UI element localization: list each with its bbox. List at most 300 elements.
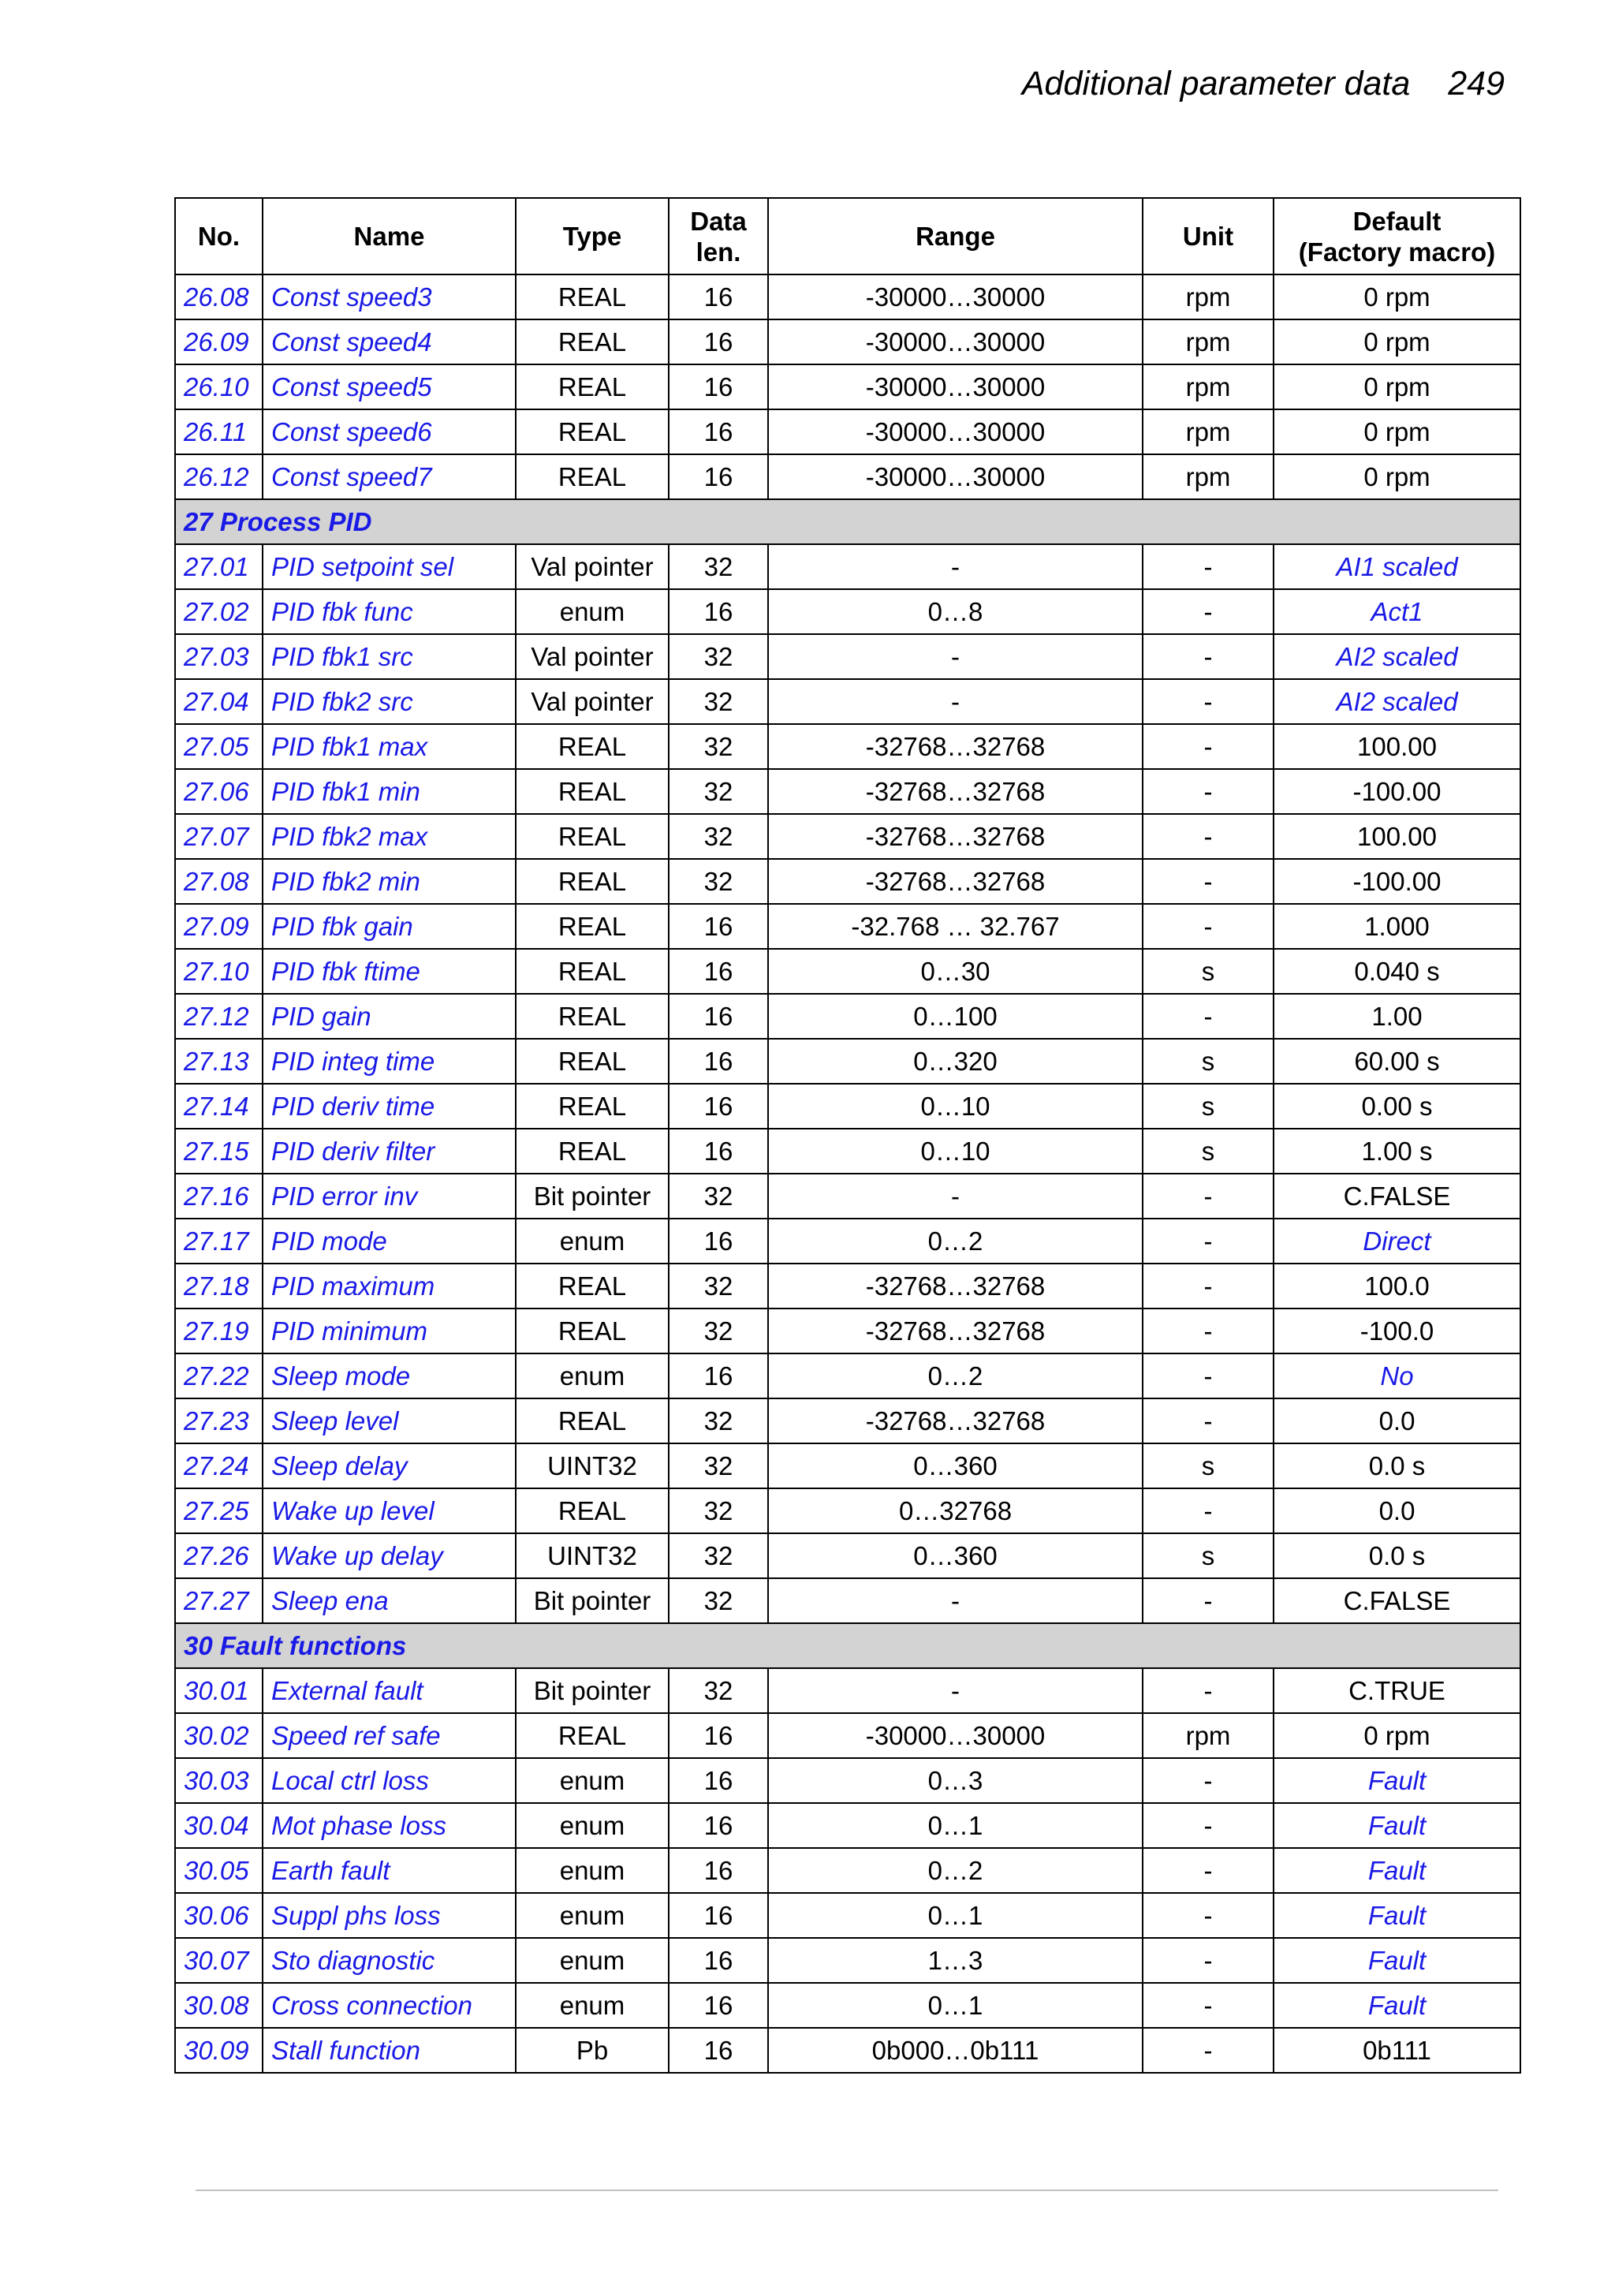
param-type: REAL xyxy=(516,1129,669,1174)
param-type: REAL xyxy=(516,1264,669,1309)
param-name[interactable]: PID maximum xyxy=(263,1264,516,1309)
param-unit: - xyxy=(1143,1578,1274,1623)
param-unit: s xyxy=(1143,1039,1274,1084)
param-data-len: 32 xyxy=(669,634,768,679)
param-range: - xyxy=(768,634,1143,679)
param-number[interactable]: 27.16 xyxy=(175,1174,263,1219)
param-unit: - xyxy=(1143,1848,1274,1893)
param-data-len: 32 xyxy=(669,1443,768,1488)
table-row xyxy=(175,1668,1520,1713)
param-data-len: 32 xyxy=(669,724,768,769)
col-header-type: Type xyxy=(516,198,669,274)
param-data-len: 32 xyxy=(669,1264,768,1309)
param-unit: s xyxy=(1143,1533,1274,1578)
col-header-unit: Unit xyxy=(1143,198,1274,274)
param-range: 0…100 xyxy=(768,994,1143,1039)
param-range: 0…10 xyxy=(768,1084,1143,1129)
table-row xyxy=(175,1129,1520,1174)
param-default: -100.00 xyxy=(1274,859,1520,904)
param-unit: rpm xyxy=(1143,1713,1274,1758)
table-body xyxy=(175,274,1520,2073)
table-row xyxy=(175,994,1520,1039)
param-name[interactable]: Wake up level xyxy=(263,1488,516,1533)
param-range: -32.768 … 32.767 xyxy=(768,904,1143,949)
param-default[interactable]: Fault xyxy=(1274,1893,1520,1938)
param-default: 0.0 xyxy=(1274,1488,1520,1533)
param-range: -30000…30000 xyxy=(768,274,1143,319)
param-number[interactable]: 30.06 xyxy=(175,1893,263,1938)
table-row xyxy=(175,274,1520,319)
param-range: -30000…30000 xyxy=(768,454,1143,499)
param-unit: - xyxy=(1143,994,1274,1039)
param-unit: - xyxy=(1143,634,1274,679)
param-unit: - xyxy=(1143,1758,1274,1803)
param-name[interactable]: PID fbk1 max xyxy=(263,724,516,769)
table-row xyxy=(175,1398,1520,1443)
table-row xyxy=(175,1174,1520,1219)
param-type: Val pointer xyxy=(516,679,669,724)
param-default: 0.0 s xyxy=(1274,1443,1520,1488)
param-number[interactable]: 27.25 xyxy=(175,1488,263,1533)
param-data-len: 16 xyxy=(669,1893,768,1938)
param-range: 0…2 xyxy=(768,1353,1143,1398)
param-number[interactable]: 27.10 xyxy=(175,949,263,994)
param-name[interactable]: PID minimum xyxy=(263,1309,516,1353)
param-name[interactable]: PID fbk func xyxy=(263,589,516,634)
param-data-len: 16 xyxy=(669,1758,768,1803)
param-range: 0…1 xyxy=(768,1983,1143,2028)
param-type: UINT32 xyxy=(516,1443,669,1488)
param-name[interactable]: PID fbk1 min xyxy=(263,769,516,814)
param-default: -100.00 xyxy=(1274,769,1520,814)
param-data-len: 16 xyxy=(669,319,768,364)
param-data-len: 16 xyxy=(669,1983,768,2028)
param-data-len: 32 xyxy=(669,769,768,814)
col-header-data-len-line1: Data xyxy=(690,206,747,236)
param-name[interactable]: PID fbk2 src xyxy=(263,679,516,724)
param-name[interactable]: Const speed4 xyxy=(263,319,516,364)
param-default[interactable]: No xyxy=(1274,1353,1520,1398)
param-data-len: 16 xyxy=(669,274,768,319)
col-header-range: Range xyxy=(768,198,1143,274)
param-number[interactable]: 27.19 xyxy=(175,1309,263,1353)
param-data-len: 16 xyxy=(669,1129,768,1174)
param-default: 0 rpm xyxy=(1274,409,1520,454)
param-unit: - xyxy=(1143,1488,1274,1533)
param-data-len: 16 xyxy=(669,2028,768,2073)
col-header-default xyxy=(1274,198,1520,274)
param-name[interactable]: PID integ time xyxy=(263,1039,516,1084)
param-unit: rpm xyxy=(1143,274,1274,319)
param-unit: rpm xyxy=(1143,454,1274,499)
param-range: 0…30 xyxy=(768,949,1143,994)
param-range: -32768…32768 xyxy=(768,1264,1143,1309)
param-type: Bit pointer xyxy=(516,1578,669,1623)
param-range: - xyxy=(768,1174,1143,1219)
param-unit: - xyxy=(1143,769,1274,814)
param-data-len: 32 xyxy=(669,544,768,589)
param-name[interactable]: Sleep mode xyxy=(263,1353,516,1398)
table-row xyxy=(175,1443,1520,1488)
table-row xyxy=(175,634,1520,679)
param-default: 1.00 xyxy=(1274,994,1520,1039)
param-number[interactable]: 26.11 xyxy=(175,409,263,454)
param-number[interactable]: 27.23 xyxy=(175,1398,263,1443)
param-range: 0…320 xyxy=(768,1039,1143,1084)
param-type: REAL xyxy=(516,724,669,769)
param-number[interactable]: 30.03 xyxy=(175,1758,263,1803)
param-number[interactable]: 30.05 xyxy=(175,1848,263,1893)
param-type: enum xyxy=(516,1219,669,1264)
param-unit: - xyxy=(1143,859,1274,904)
param-name[interactable]: Const speed6 xyxy=(263,409,516,454)
table-row xyxy=(175,1578,1520,1623)
param-unit: - xyxy=(1143,1983,1274,2028)
table-row xyxy=(175,319,1520,364)
group-title[interactable]: 30 Fault functions xyxy=(175,1623,1520,1668)
param-default[interactable]: AI1 scaled xyxy=(1274,544,1520,589)
param-range: 0…360 xyxy=(768,1533,1143,1578)
param-number[interactable]: 27.04 xyxy=(175,679,263,724)
param-number[interactable]: 27.03 xyxy=(175,634,263,679)
param-type: REAL xyxy=(516,994,669,1039)
col-header-no: No. xyxy=(175,198,263,274)
param-unit: - xyxy=(1143,1264,1274,1309)
param-number[interactable]: 30.09 xyxy=(175,2028,263,2073)
param-default[interactable]: Fault xyxy=(1274,1938,1520,1983)
table-row xyxy=(175,1219,1520,1264)
param-data-len: 32 xyxy=(669,1488,768,1533)
param-data-len: 32 xyxy=(669,1398,768,1443)
param-type: enum xyxy=(516,589,669,634)
table-row xyxy=(175,1533,1520,1578)
param-data-len: 16 xyxy=(669,409,768,454)
param-name[interactable]: PID fbk gain xyxy=(263,904,516,949)
param-range: 1…3 xyxy=(768,1938,1143,1983)
param-range: 0…1 xyxy=(768,1893,1143,1938)
param-unit: - xyxy=(1143,1174,1274,1219)
param-data-len: 32 xyxy=(669,1668,768,1713)
table-row xyxy=(175,1803,1520,1848)
param-default: 0.0 s xyxy=(1274,1533,1520,1578)
param-name[interactable]: Earth fault xyxy=(263,1848,516,1893)
param-number[interactable]: 27.18 xyxy=(175,1264,263,1309)
param-type: REAL xyxy=(516,1084,669,1129)
param-name[interactable]: Stall function xyxy=(263,2028,516,2073)
table-row xyxy=(175,1488,1520,1533)
param-name[interactable]: PID fbk2 min xyxy=(263,859,516,904)
param-range: 0…3 xyxy=(768,1758,1143,1803)
col-header-data-len-line2: len. xyxy=(696,237,741,267)
param-type: REAL xyxy=(516,769,669,814)
param-type: REAL xyxy=(516,364,669,409)
param-unit: rpm xyxy=(1143,319,1274,364)
group-row xyxy=(175,499,1520,544)
table-row xyxy=(175,769,1520,814)
param-number[interactable]: 27.05 xyxy=(175,724,263,769)
param-data-len: 32 xyxy=(669,1578,768,1623)
param-name[interactable]: PID fbk1 src xyxy=(263,634,516,679)
param-default[interactable]: Act1 xyxy=(1274,589,1520,634)
param-range: - xyxy=(768,1578,1143,1623)
param-number[interactable]: 27.17 xyxy=(175,1219,263,1264)
param-name[interactable]: PID fbk2 max xyxy=(263,814,516,859)
param-range: 0…10 xyxy=(768,1129,1143,1174)
table-header xyxy=(175,198,1520,274)
param-default: C.FALSE xyxy=(1274,1174,1520,1219)
param-default: 0.0 xyxy=(1274,1398,1520,1443)
param-name[interactable]: PID deriv time xyxy=(263,1084,516,1129)
param-data-len: 16 xyxy=(669,1938,768,1983)
param-range: -30000…30000 xyxy=(768,409,1143,454)
param-default: 1.000 xyxy=(1274,904,1520,949)
param-data-len: 16 xyxy=(669,994,768,1039)
param-default: C.FALSE xyxy=(1274,1578,1520,1623)
param-default: 0 rpm xyxy=(1274,1713,1520,1758)
param-name[interactable]: Cross connection xyxy=(263,1983,516,2028)
param-unit: s xyxy=(1143,1084,1274,1129)
param-name[interactable]: Const speed3 xyxy=(263,274,516,319)
param-number[interactable]: 27.06 xyxy=(175,769,263,814)
param-range: - xyxy=(768,1668,1143,1713)
param-range: - xyxy=(768,679,1143,724)
table-row xyxy=(175,814,1520,859)
param-data-len: 16 xyxy=(669,589,768,634)
param-range: -32768…32768 xyxy=(768,724,1143,769)
param-name[interactable]: Sleep level xyxy=(263,1398,516,1443)
param-unit: - xyxy=(1143,1353,1274,1398)
param-default[interactable]: Fault xyxy=(1274,1848,1520,1893)
param-type: REAL xyxy=(516,1488,669,1533)
param-unit: rpm xyxy=(1143,364,1274,409)
param-default[interactable]: Fault xyxy=(1274,1983,1520,2028)
param-name[interactable]: External fault xyxy=(263,1668,516,1713)
param-type: REAL xyxy=(516,274,669,319)
param-data-len: 16 xyxy=(669,1803,768,1848)
param-unit: s xyxy=(1143,1443,1274,1488)
table-row xyxy=(175,949,1520,994)
table-row xyxy=(175,1983,1520,2028)
table-row xyxy=(175,589,1520,634)
group-title[interactable]: 27 Process PID xyxy=(175,499,1520,544)
param-number[interactable]: 27.24 xyxy=(175,1443,263,1488)
param-name[interactable]: PID mode xyxy=(263,1219,516,1264)
param-type: REAL xyxy=(516,1309,669,1353)
param-name[interactable]: Sto diagnostic xyxy=(263,1938,516,1983)
col-header-default-line1: Default xyxy=(1352,206,1442,236)
param-unit: - xyxy=(1143,1309,1274,1353)
param-default: 0b111 xyxy=(1274,2028,1520,2073)
table-row xyxy=(175,1713,1520,1758)
param-type: enum xyxy=(516,1983,669,2028)
param-default[interactable]: Fault xyxy=(1274,1803,1520,1848)
param-data-len: 16 xyxy=(669,949,768,994)
table-row xyxy=(175,544,1520,589)
param-type: REAL xyxy=(516,1398,669,1443)
table-row xyxy=(175,409,1520,454)
table-row xyxy=(175,2028,1520,2073)
param-default[interactable]: Direct xyxy=(1274,1219,1520,1264)
param-number[interactable]: 27.02 xyxy=(175,589,263,634)
param-number[interactable]: 27.01 xyxy=(175,544,263,589)
param-name[interactable]: Speed ref safe xyxy=(263,1713,516,1758)
param-name[interactable]: Const speed7 xyxy=(263,454,516,499)
table-row xyxy=(175,364,1520,409)
table-row xyxy=(175,1758,1520,1803)
param-unit: - xyxy=(1143,814,1274,859)
param-default[interactable]: AI2 scaled xyxy=(1274,679,1520,724)
param-default: 100.0 xyxy=(1274,1264,1520,1309)
param-unit: - xyxy=(1143,1938,1274,1983)
param-number[interactable]: 30.08 xyxy=(175,1983,263,2028)
param-unit: s xyxy=(1143,949,1274,994)
table-row xyxy=(175,1264,1520,1309)
param-default: 0 rpm xyxy=(1274,364,1520,409)
param-type: enum xyxy=(516,1803,669,1848)
param-number[interactable]: 27.14 xyxy=(175,1084,263,1129)
param-range: -30000…30000 xyxy=(768,1713,1143,1758)
param-unit: - xyxy=(1143,724,1274,769)
page-header xyxy=(1022,65,1505,103)
param-type: enum xyxy=(516,1938,669,1983)
param-name[interactable]: PID gain xyxy=(263,994,516,1039)
param-number[interactable]: 27.13 xyxy=(175,1039,263,1084)
param-data-len: 16 xyxy=(669,904,768,949)
param-number[interactable]: 30.02 xyxy=(175,1713,263,1758)
param-unit: - xyxy=(1143,1893,1274,1938)
param-default[interactable]: Fault xyxy=(1274,1758,1520,1803)
param-unit: - xyxy=(1143,1219,1274,1264)
param-default: -100.0 xyxy=(1274,1309,1520,1353)
param-type: enum xyxy=(516,1353,669,1398)
param-type: Bit pointer xyxy=(516,1174,669,1219)
param-type: enum xyxy=(516,1893,669,1938)
param-type: Val pointer xyxy=(516,544,669,589)
col-header-default-line2: (Factory macro) xyxy=(1298,237,1496,267)
param-name[interactable]: Const speed5 xyxy=(263,364,516,409)
param-range: 0…2 xyxy=(768,1219,1143,1264)
header-row xyxy=(175,198,1520,274)
param-default: 60.00 s xyxy=(1274,1039,1520,1084)
footer-rule xyxy=(196,2190,1498,2191)
param-type: REAL xyxy=(516,409,669,454)
param-data-len: 16 xyxy=(669,1039,768,1084)
table-row xyxy=(175,1893,1520,1938)
param-name[interactable]: PID error inv xyxy=(263,1174,516,1219)
param-unit: - xyxy=(1143,589,1274,634)
param-name[interactable]: PID fbk ftime xyxy=(263,949,516,994)
table-row xyxy=(175,1309,1520,1353)
param-range: -32768…32768 xyxy=(768,859,1143,904)
param-number[interactable]: 27.09 xyxy=(175,904,263,949)
param-range: 0…32768 xyxy=(768,1488,1143,1533)
param-number[interactable]: 27.07 xyxy=(175,814,263,859)
param-data-len: 16 xyxy=(669,1353,768,1398)
param-range: 0…1 xyxy=(768,1803,1143,1848)
param-default: 100.00 xyxy=(1274,724,1520,769)
table-row xyxy=(175,724,1520,769)
table-row xyxy=(175,454,1520,499)
param-type: enum xyxy=(516,1848,669,1893)
param-name[interactable]: Wake up delay xyxy=(263,1533,516,1578)
param-number[interactable]: 27.26 xyxy=(175,1533,263,1578)
param-number[interactable]: 26.12 xyxy=(175,454,263,499)
param-type: UINT32 xyxy=(516,1533,669,1578)
param-number[interactable]: 30.04 xyxy=(175,1803,263,1848)
param-unit: - xyxy=(1143,2028,1274,2073)
param-range: -32768…32768 xyxy=(768,769,1143,814)
param-unit: rpm xyxy=(1143,409,1274,454)
param-default: 0.040 s xyxy=(1274,949,1520,994)
param-name[interactable]: PID deriv filter xyxy=(263,1129,516,1174)
param-type: REAL xyxy=(516,454,669,499)
param-data-len: 32 xyxy=(669,1533,768,1578)
parameter-table xyxy=(174,197,1521,2074)
param-default[interactable]: AI2 scaled xyxy=(1274,634,1520,679)
table-row xyxy=(175,1084,1520,1129)
param-number[interactable]: 26.10 xyxy=(175,364,263,409)
param-number[interactable]: 27.12 xyxy=(175,994,263,1039)
param-data-len: 32 xyxy=(669,679,768,724)
param-default: 0 rpm xyxy=(1274,274,1520,319)
param-name[interactable]: Sleep ena xyxy=(263,1578,516,1623)
param-number[interactable]: 26.09 xyxy=(175,319,263,364)
param-type: REAL xyxy=(516,319,669,364)
param-name[interactable]: Suppl phs loss xyxy=(263,1893,516,1938)
table-row xyxy=(175,1848,1520,1893)
param-type: REAL xyxy=(516,1713,669,1758)
param-number[interactable]: 27.08 xyxy=(175,859,263,904)
param-unit: - xyxy=(1143,544,1274,589)
table-row xyxy=(175,1938,1520,1983)
table-row xyxy=(175,1353,1520,1398)
param-data-len: 16 xyxy=(669,364,768,409)
param-type: Pb xyxy=(516,2028,669,2073)
param-range: -32768…32768 xyxy=(768,1398,1143,1443)
param-type: REAL xyxy=(516,859,669,904)
table-row xyxy=(175,1039,1520,1084)
param-number[interactable]: 27.27 xyxy=(175,1578,263,1623)
table-row xyxy=(175,679,1520,724)
param-range: -30000…30000 xyxy=(768,364,1143,409)
param-name[interactable]: Mot phase loss xyxy=(263,1803,516,1848)
col-header-name: Name xyxy=(263,198,516,274)
param-number[interactable]: 30.07 xyxy=(175,1938,263,1983)
param-data-len: 16 xyxy=(669,1084,768,1129)
param-name[interactable]: PID setpoint sel xyxy=(263,544,516,589)
param-type: Val pointer xyxy=(516,634,669,679)
param-number[interactable]: 30.01 xyxy=(175,1668,263,1713)
param-number[interactable]: 27.22 xyxy=(175,1353,263,1398)
param-range: 0…2 xyxy=(768,1848,1143,1893)
param-number[interactable]: 27.15 xyxy=(175,1129,263,1174)
param-unit: s xyxy=(1143,1129,1274,1174)
col-header-data-len xyxy=(669,198,768,274)
param-data-len: 32 xyxy=(669,814,768,859)
param-name[interactable]: Sleep delay xyxy=(263,1443,516,1488)
param-number[interactable]: 26.08 xyxy=(175,274,263,319)
param-unit: - xyxy=(1143,1668,1274,1713)
param-default: 0 rpm xyxy=(1274,454,1520,499)
page-number: 249 xyxy=(1448,65,1505,103)
param-name[interactable]: Local ctrl loss xyxy=(263,1758,516,1803)
param-range: -32768…32768 xyxy=(768,1309,1143,1353)
param-unit: - xyxy=(1143,1803,1274,1848)
param-default: 0 rpm xyxy=(1274,319,1520,364)
param-range: - xyxy=(768,544,1143,589)
param-data-len: 32 xyxy=(669,859,768,904)
group-row xyxy=(175,1623,1520,1668)
